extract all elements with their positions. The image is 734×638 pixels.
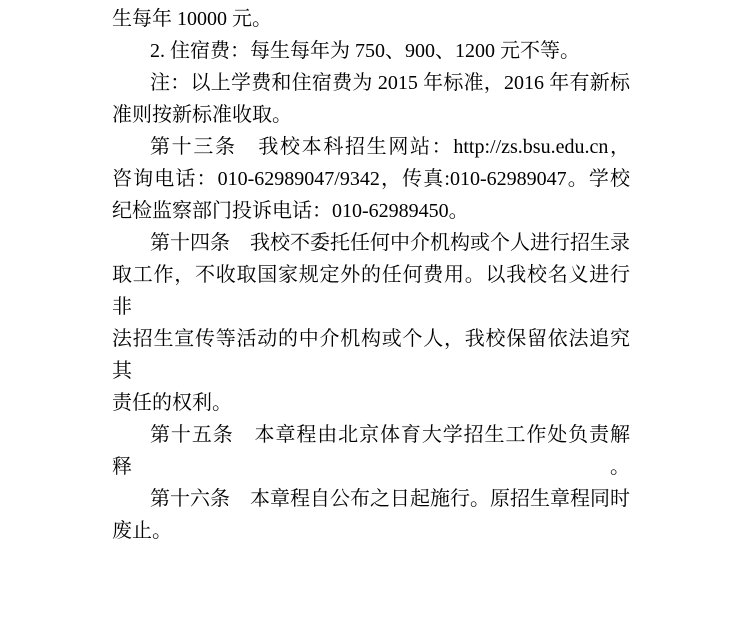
text-line: 咨询电话：010-62989047/9342，传真:010-62989047。学校 — [112, 168, 630, 190]
text-line: 法招生宣传等活动的中介机构或个人，我校保留依法追究其 — [112, 328, 630, 382]
text-line: 2. 住宿费：每生每年为 750、900、1200 元不等。 — [150, 40, 580, 62]
text-line: 第十四条 我校不委托任何中介机构或个人进行招生录 — [150, 232, 630, 254]
text-line: 纪检监察部门投诉电话：010-62989450。 — [112, 200, 469, 222]
text-line: 取工作，不收取国家规定外的任何费用。以我校名义进行非 — [112, 264, 630, 318]
text-line: 注：以上学费和住宿费为 2015 年标准，2016 年有新标 — [150, 72, 630, 94]
text-line: 生每年 10000 元。 — [112, 8, 272, 30]
text-line: 准则按新标准收取。 — [112, 104, 292, 126]
text-line: 第十五条 本章程由北京体育大学招生工作处负责解释。 — [112, 424, 630, 478]
text-line: 第十六条 本章程自公布之日起施行。原招生章程同时 — [150, 488, 630, 510]
text-line: 第十三条 我校本科招生网站：http://zs.bsu.edu.cn， — [150, 136, 630, 158]
document-body — [112, 3, 630, 547]
text-line: 废止。 — [112, 520, 172, 542]
text-line: 责任的权利。 — [112, 392, 232, 414]
